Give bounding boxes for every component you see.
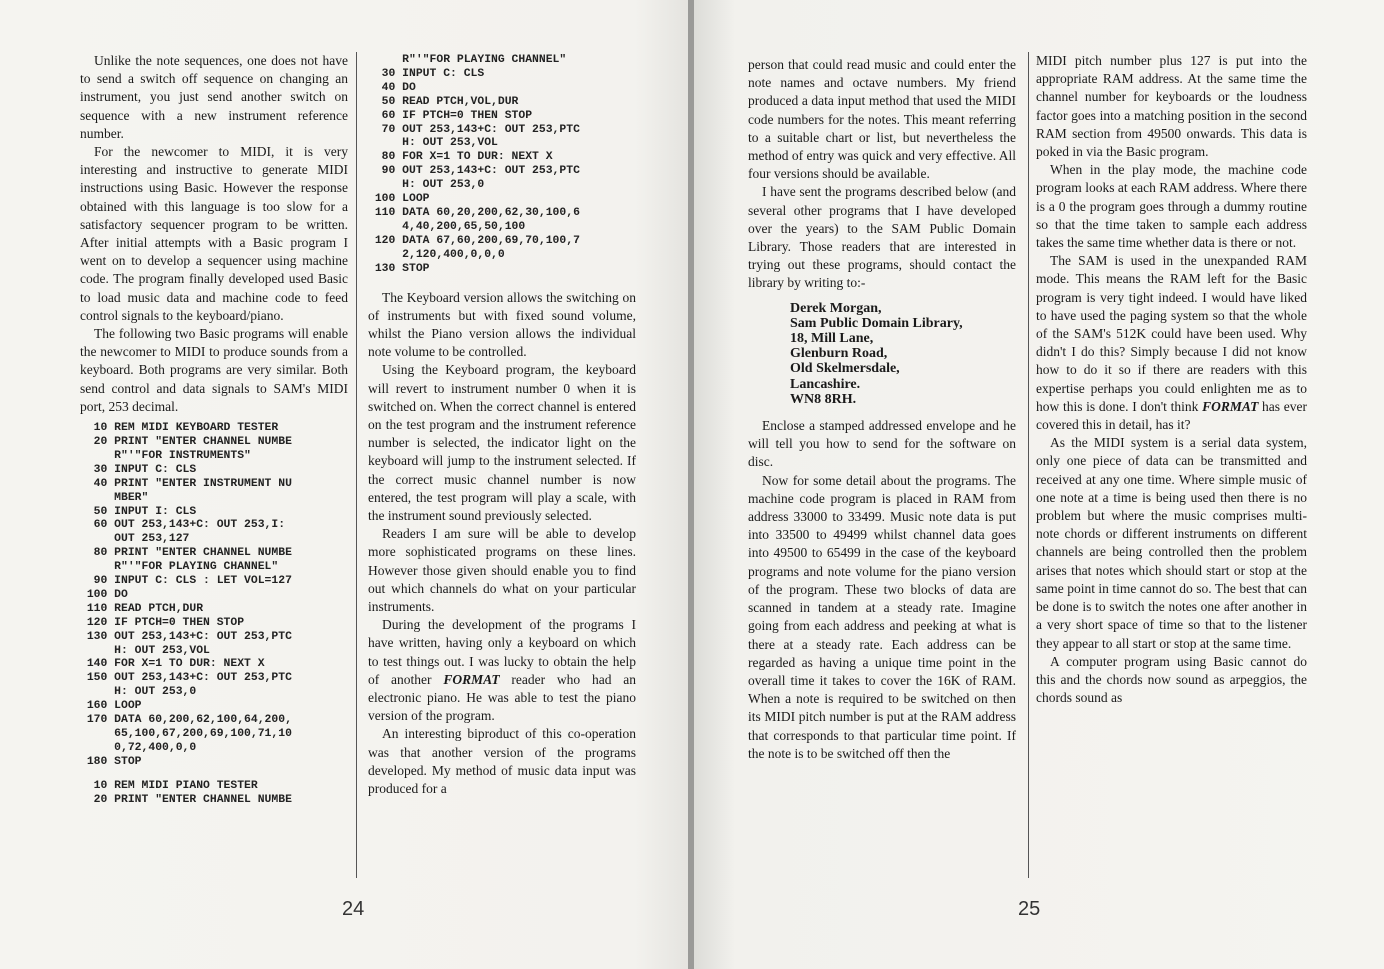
paragraph: Using the Keyboard program, the keyboard will revert to instrument number 0 when it is switched on. When the correct channel is entered on the test program and the instrument reference number is selected, the indicator light on the keyboard will jump to the instrument selected. If the correct music channel number is now entered, the test program will play a scale, with the instrument sound previously selected. [368,362,636,523]
paragraph: When in the play mode, the machine code program looks at each RAM address. Where there is a 0 the program goes through a dummy routine so that the time taken to sample each address takes the same time whether data is there or not. [1036,162,1307,251]
address-line: Sam Public Domain Library, [790,315,963,331]
piano-tester-listing-cont: R"'"FOR PLAYING CHANNEL" 30 INPUT C: CLS 40 DO 50 READ PTCH,VOL,DUR 60 IF PTCH=0 THEN STOP 70 OUT 253,143+C: OUT 253,PTC H: OUT 253,VOL 80 FOR X=1 TO DUR: NEXT X 90 OUT 253,143+C: OUT 253,PTC H: OUT 253,0 100 LOOP 110 DATA 60,20,200,62,30,100,6 4,40,200,65,50,100 120 DATA 67,60,200,69,70,100,7 2,120,400,0,0,0 130 STOP [374,54,580,275]
paragraph: The Keyboard version allows the switching on of instruments but with fixed sound volume, whilst the Piano version allows the individual note volume to be controlled. [368,289,636,360]
paragraph: person that could read music and could enter the note names and octave numbers. My friend produced a data input method that used the MIDI code numbers for the notes. This meant referring to a suitable chart or list, but nevertheless the method of entry was quick and very effective. All four versions should be available. [748,57,1016,182]
text-run: reader who had an electronic piano. He was able to test the piano version of the program. [368,671,636,724]
column-divider [356,52,357,878]
keyboard-tester-listing: 10 REM MIDI KEYBOARD TESTER 20 PRINT "ENTER CHANNEL NUMBE R"'"FOR INSTRUMENTS" 30 INPUT C: CLS 40 PRINT "ENTER INSTRUMENT NU MBER" 50 INPUT I: CLS 60 OUT 253,143+C: OUT 253,I: OUT 253,127 80 PRINT "ENTER CHANNEL NUMBE R"'"FOR PLAYING CHANNEL" 90 INPUT C: CLS : LET VOL=127 100 DO 110 READ PTCH,DUR 120 IF PTCH=0 THEN STOP 130 OUT 253,143+C: OUT 253,PTC H: OUT 253,VOL 140 FOR X=1 TO DUR: NEXT X 150 OUT 253,143+C: OUT 253,PTC H: OUT 253,0 160 LOOP 170 DATA 60,200,62,100,64,200, 65,100,67,200,69,100,71,10 0,72,400,0,0 180 STOP [86,422,292,768]
page-number: 25 [1018,898,1041,920]
address-line: 18, Mill Lane, [790,331,874,347]
address-line: Lancashire. [790,376,861,392]
paragraph [368,616,636,725]
right-column-1 [748,56,1016,763]
address-line: Old Skelmersdale, [790,361,900,377]
paragraph: MIDI pitch number plus 127 is put into the appropriate RAM address. At the same time the channel number for keyboards or the loudness factor goes into a matching position in the second RAM section from 49500 onwards. This data is poked in via the Basic program. [1036,53,1307,160]
paragraph: I have sent the programs described below (and several other programs that I have developed over the years) to the SAM Public Domain Library. Those readers that are interested in trying out these programs, should contact the library by writing to:- [748,184,1016,291]
library-address [790,301,1016,407]
paragraph: The following two Basic programs will enable the newcomer to MIDI to produce sounds from a keyboard. Both programs are very similar. Both send control and data signals to SAM's MIDI port, 253 decimal. [80,326,348,414]
left-page [0,0,690,969]
text-run: The SAM is used in the unexpanded RAM mode. This means the RAM left for the Basic program is very tight indeed. I would have liked to have used the paging system so that the whole of the SAM's 512K could have been used. Why didn't I do this? Simply because I did not know how to do it so if there are readers with this expertise perhaps you could enlighten me as to how this is done. I don't think [1036,253,1307,414]
paragraph: For the newcomer to MIDI, it is very interesting and instructive to generate MIDI instructions using Basic. However the response obtained with this language is too slow for a satisfactory sequencer program to be written. After initial attempts with a Basic program I went on to develop a sequencer using machine code. The program finally developed used Basic to load music data and machine code to feed control signals to the keyboard/piano. [80,144,348,323]
left-column-1 [80,52,348,814]
column-divider [1028,52,1029,878]
paragraph: A computer program using Basic cannot do this and the chords now sound as arpeggios, the chords sound as [1036,653,1307,706]
paragraph [1036,252,1307,434]
magazine-name: FORMAT [1202,398,1259,414]
piano-tester-listing-start: 10 REM MIDI PIANO TESTER 20 PRINT "ENTER CHANNEL NUMBE [93,779,292,806]
text-run: has ever covered this in detail, has it? [1036,398,1307,433]
magazine-name: FORMAT [443,671,500,687]
address-line: Glenburn Road, [790,346,888,362]
right-page [694,0,1384,969]
paragraph: Readers I am sure will be able to develop more sophisticated programs on these lines. However those given should enable you to find out which channels do what on your particular instruments. [368,526,636,614]
paragraph: Enclose a stamped addressed envelope and he will tell you how to send for the software on disc. [748,418,1016,470]
paragraph: Unlike the note sequences, one does not have to send a switch off sequence on changing an instrument, you just send another switch on sequence with a new instrument reference number. [80,53,348,141]
left-column-2 [368,52,636,798]
address-line: Derek Morgan, [790,300,882,316]
paragraph: Now for some detail about the programs. The machine code program is placed in RAM from address 33000 to 33499. Music note data is put into 33500 to 49499 whilst channel data goes into 49500 to 65499 in the case of the keyboard programs and note volume for the piano version of the program. These two blocks of data are scanned in tandem at a steady rate. Imagine going from each address and peeking at what is there at a steady rate. Each address can be regarded as having a unique time point in the overall time it takes to cover the 16K of RAM. When a note is required to be switched on then its MIDI pitch number is put at the RAM address that corresponds to that particular time point. If the note is to be switched off then the [748,472,1016,761]
page-number: 24 [342,898,365,920]
paragraph: An interesting biproduct of this co-operation was that another version of the programs developed. My method of music data input was produced for a [368,726,636,796]
right-column-2 [1036,52,1307,707]
address-line: WN8 8RH. [790,391,857,407]
paragraph: As the MIDI system is a serial data system, only one piece of data can be transmitted and received at any one time. Where simple music of one note at a time is being used then there is no problem but where the music comprises multi-note chords or different instruments on different channels are being controlled then the problem arises that notes which should start or stop at the same point in time cannot do so. The best that can be done is to switch the notes one after another in a very short space of time so that to the listener they appear to all start or stop at the same time. [1036,435,1307,651]
text-run: During the development of the programs I have written, having only a keyboard on which to test things out. I was lucky to obtain the help of another [368,617,636,687]
